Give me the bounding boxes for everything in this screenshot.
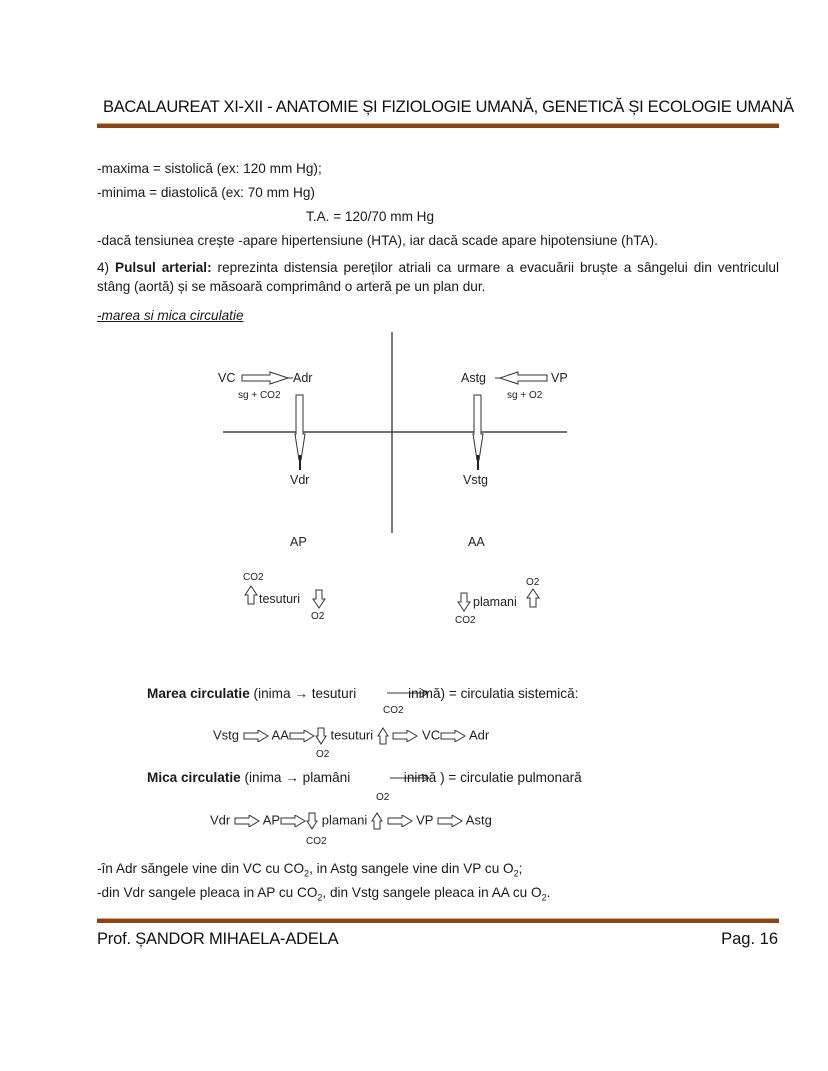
tension-line: -dacă tensiunea crește -apare hipertensiune (HTA), iar dacă scade apare hipotensiune (hTA). — [97, 233, 658, 248]
marea-flow — [213, 727, 489, 745]
subscript-2: 2 — [513, 868, 519, 879]
block-arrow-right-icon — [392, 730, 418, 742]
marea-co2-label: CO2 — [383, 705, 404, 716]
mica-desc-pre: (inima → plamâni — [240, 770, 355, 785]
label-vc: VC — [218, 371, 236, 385]
block-arrow-right-icon — [234, 815, 260, 827]
circulation-subheading: -marea si mica circulatie — [97, 308, 244, 323]
mica-definition — [147, 770, 582, 785]
label-plamani: plamani — [473, 595, 517, 609]
marea-desc-post: inimă) = circulatia sistemică: — [408, 686, 579, 701]
label-adr: Adr — [293, 371, 313, 385]
note1-part-a: -în Adr săngele vine din VC cu CO — [97, 861, 305, 876]
label-ap: AP — [290, 535, 307, 549]
footer-rule — [97, 918, 779, 923]
note1-part-c: ; — [518, 861, 523, 876]
page-header-title: BACALAUREAT XI-XII - ANATOMIE ȘI FIZIOLOGIE UMANĂ, GENETICĂ ȘI ECOLOGIE UMANĂ — [103, 98, 794, 116]
marea-flow-1: AA — [271, 727, 289, 743]
note2-part-c: . — [546, 885, 551, 900]
mica-flow — [210, 812, 492, 830]
label-tesuturi-co2: CO2 — [243, 572, 264, 583]
mica-term: Mica circulatie — [147, 770, 241, 785]
pulse-number: 4) — [97, 260, 110, 275]
marea-o2-label: O2 — [316, 749, 330, 760]
marea-term: Marea circulatie — [147, 686, 250, 701]
plamani-up-arrow-icon — [527, 589, 539, 607]
mica-flow-0: Vdr — [210, 812, 231, 828]
footer-author: Prof. ȘANDOR MIHAELA-ADELA — [97, 930, 339, 948]
mica-co2-label: CO2 — [306, 836, 327, 847]
pulse-term: Pulsul arterial: — [115, 260, 212, 275]
maxima-line: -maxima = sistolică (ex: 120 mm Hg); — [97, 161, 322, 176]
label-plamani-co2: CO2 — [455, 615, 476, 626]
pulse-text: reprezinta distensia pereților atriali ca urmare a evacuării bruște a sângelui din ventriculul stâng (aortă) și se măsoară comprimând o arteră pe un plan dur. — [97, 260, 780, 294]
block-arrow-right-icon — [280, 815, 306, 827]
block-arrow-right-icon — [437, 815, 463, 827]
adr-to-vdr-arrow-icon — [295, 395, 305, 470]
note1-part-b: , in Astg sangele vine din VP cu O — [309, 861, 514, 876]
label-sg-co2: sg + CO2 — [238, 390, 281, 401]
marea-flow-0: Vstg — [213, 727, 240, 743]
plamani-down-arrow-icon — [458, 593, 470, 611]
note2-part-b: , din Vstg sangele pleaca in AA cu O — [322, 885, 542, 900]
ta-formula: T.A. = 120/70 mm Hg — [306, 209, 435, 224]
vc-to-adr-arrow-icon — [242, 372, 293, 384]
block-arrow-down-icon — [315, 727, 327, 745]
block-arrow-right-icon — [387, 815, 413, 827]
marea-flow-2: tesuturi — [330, 727, 374, 743]
tesuturi-down-arrow-icon — [313, 590, 325, 608]
label-aa: AA — [468, 535, 485, 549]
astg-to-vstg-arrow-icon — [473, 395, 483, 470]
marea-definition — [147, 686, 578, 701]
note-adr-astg — [97, 861, 522, 879]
subscript-2: 2 — [304, 868, 310, 879]
note-vdr-vstg — [97, 885, 550, 903]
marea-flow-4: Adr — [469, 727, 490, 743]
block-arrow-right-icon — [440, 730, 466, 742]
subscript-2: 2 — [317, 892, 323, 903]
footer-page-number: Pag. 16 — [721, 930, 778, 948]
label-vp: VP — [551, 371, 568, 385]
label-plamani-o2: O2 — [526, 577, 540, 588]
mica-flow-3: VP — [416, 812, 434, 828]
vp-to-astg-arrow-icon — [495, 372, 547, 384]
label-tesuturi-o2: O2 — [311, 611, 325, 622]
mica-flow-4: Astg — [465, 812, 492, 828]
mica-o2-label: O2 — [376, 792, 390, 803]
marea-flow-3: VC — [422, 727, 441, 743]
mica-flow-2: plamani — [321, 812, 368, 828]
label-vdr: Vdr — [290, 473, 310, 487]
block-arrow-up-icon — [371, 812, 383, 830]
label-tesuturi: tesuturi — [259, 592, 300, 606]
block-arrow-up-icon — [377, 727, 389, 745]
block-arrow-right-icon — [243, 730, 269, 742]
mica-desc-post: inimă ) = circulatie pulmonară — [400, 770, 582, 785]
tesuturi-up-arrow-icon — [245, 586, 257, 604]
block-arrow-right-icon — [289, 730, 315, 742]
label-vstg: Vstg — [463, 473, 489, 487]
marea-desc-pre: (inima → tesuturi — [249, 686, 361, 701]
minima-line: -minima = diastolică (ex: 70 mm Hg) — [97, 185, 315, 200]
note2-part-a: -din Vdr sangele pleaca in AP cu CO — [97, 885, 318, 900]
label-astg: Astg — [461, 371, 487, 385]
label-sg-o2: sg + O2 — [507, 390, 543, 401]
mica-flow-1: AP — [262, 812, 281, 828]
subscript-2: 2 — [541, 892, 547, 903]
block-arrow-down-icon — [306, 812, 318, 830]
